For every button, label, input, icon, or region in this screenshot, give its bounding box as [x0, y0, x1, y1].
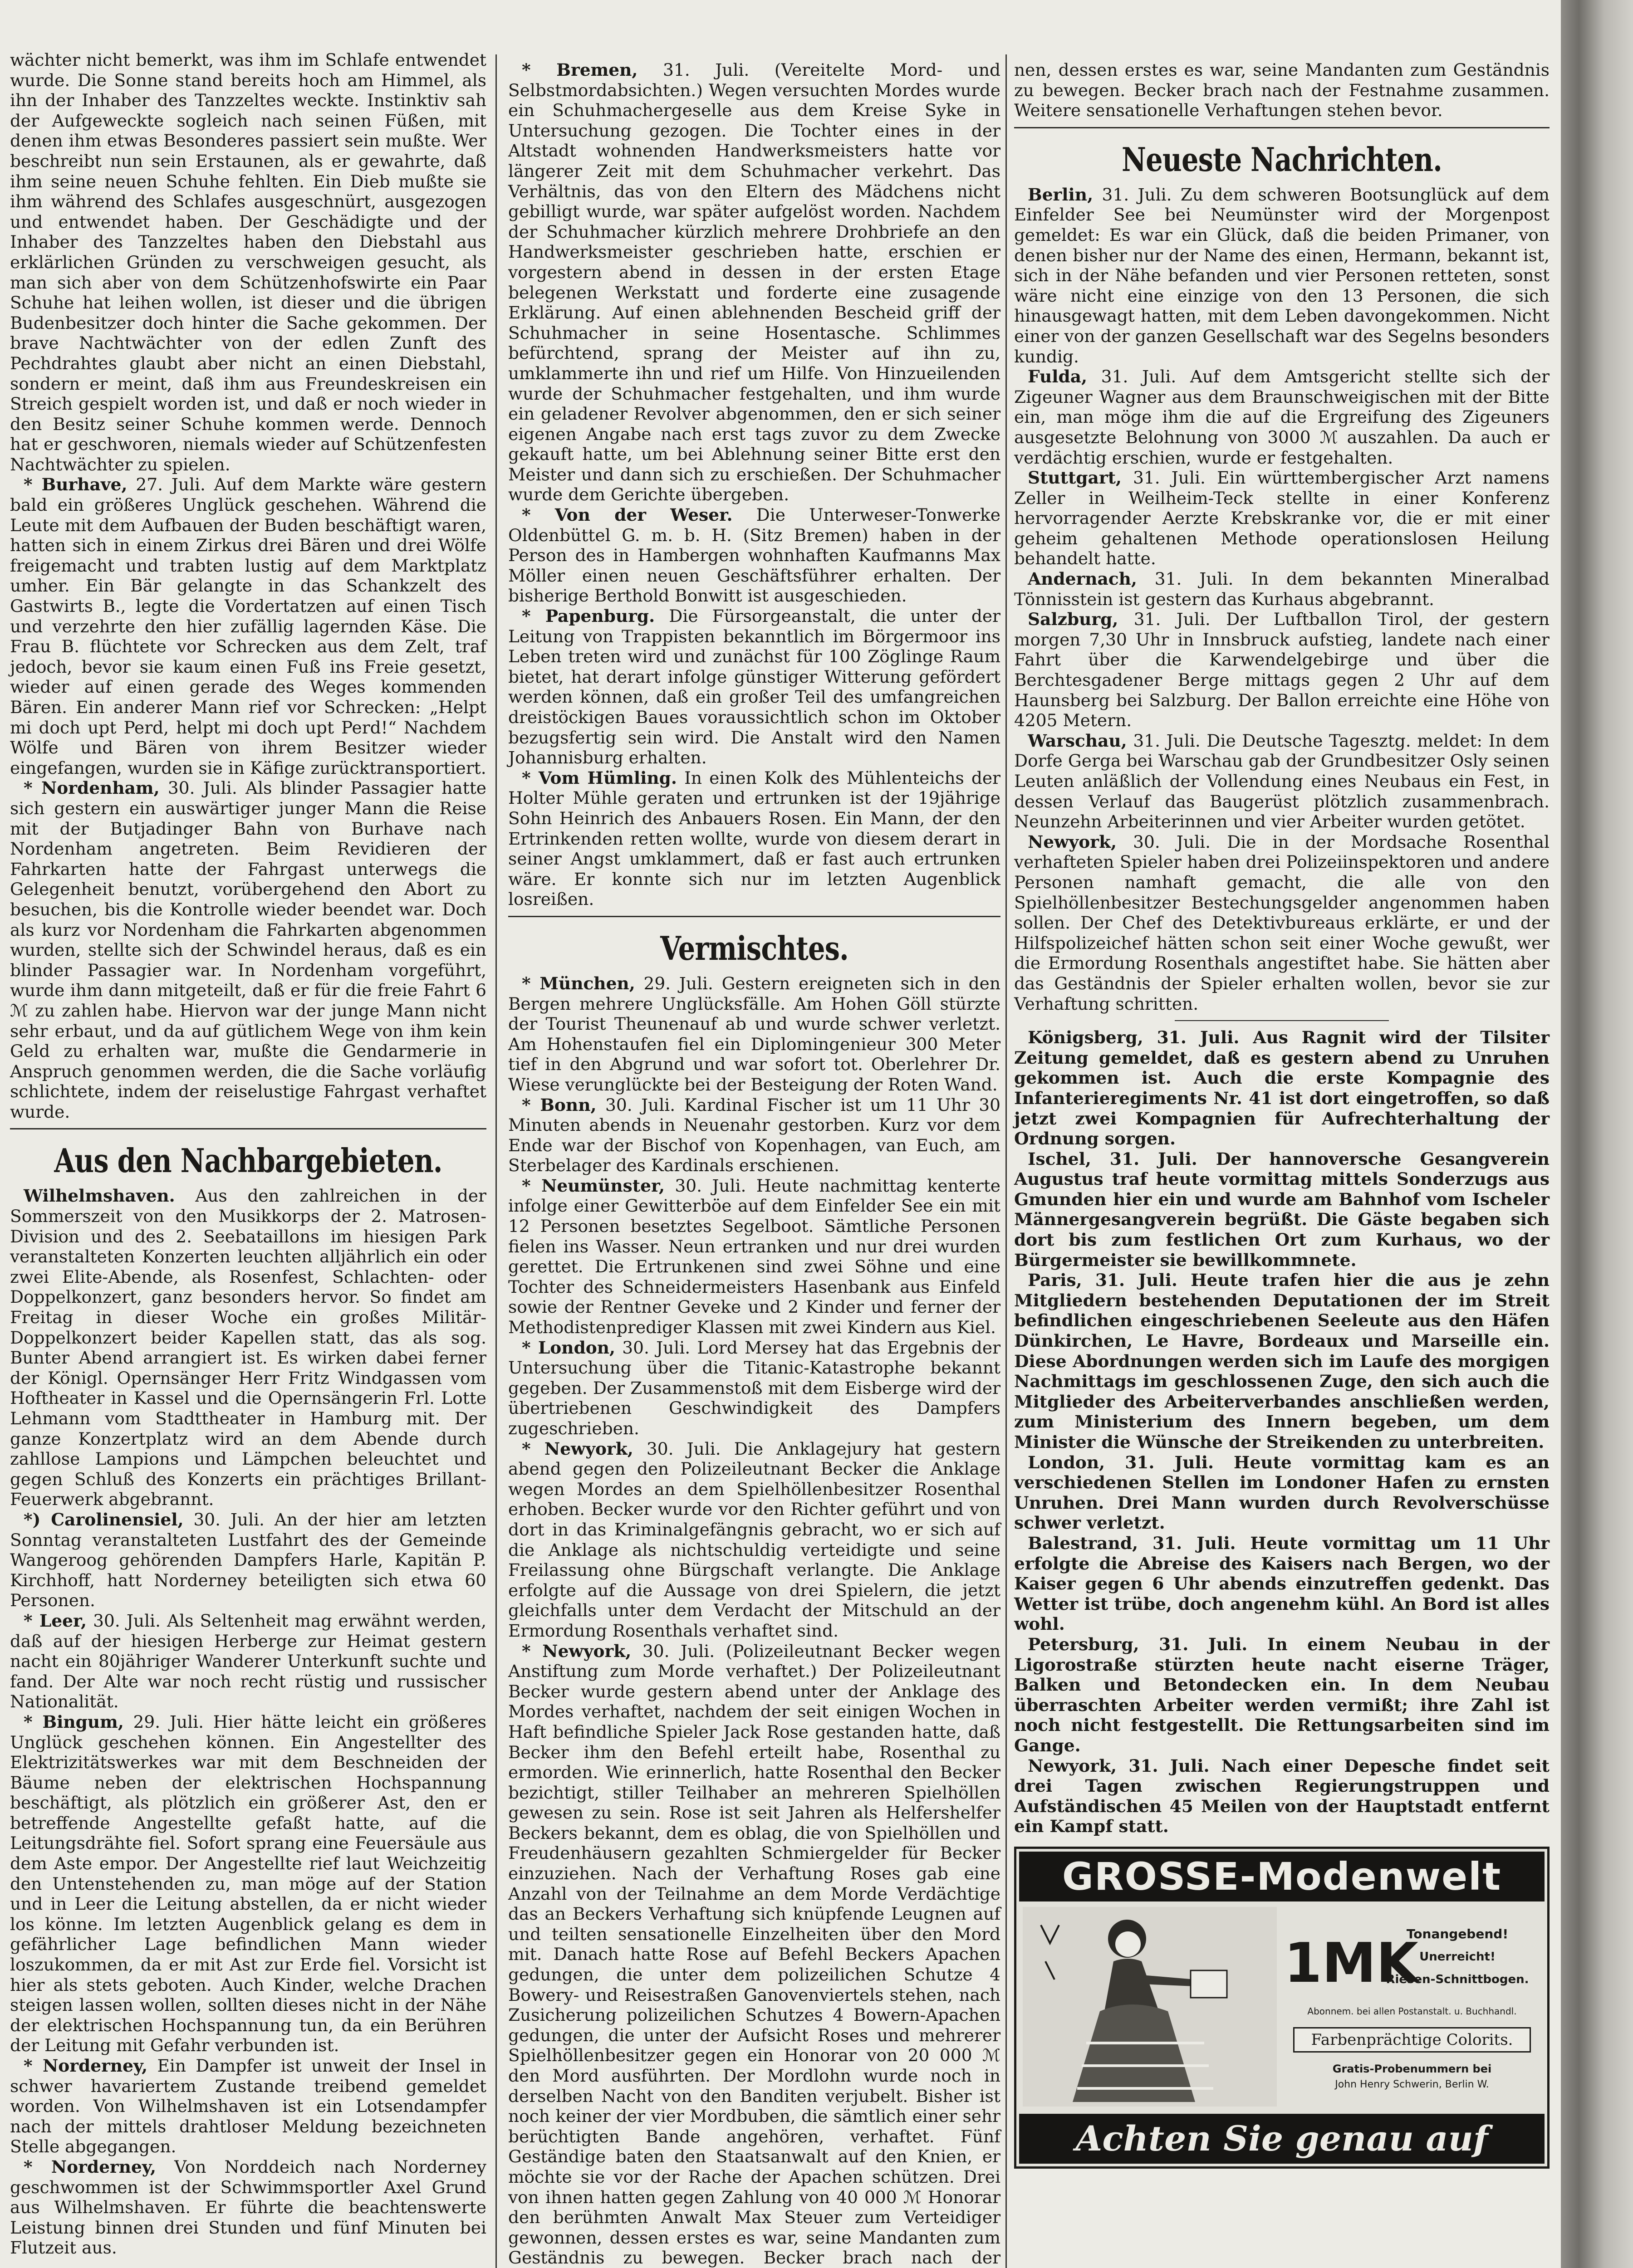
article-stuttgart	[1014, 468, 1550, 569]
dateline: * Leer,	[24, 1610, 87, 1631]
article-text: Die Unterweser-Tonwerke Oldenbüttel G. m. b. H. (Sitz Bremen) haben in der Person des in Hambergen wohnhaften Kaufmanns Max Möller einen neuen Geschäftsführer erhalten. Der bisherige Berthold Bonwitt ist ausgeschieden.	[508, 505, 1000, 606]
article-text: 30. Juli. An der hier am letzten Sonntag veranstalteten Lustfahrt des der Gemeinde Wangeroog gehörenden Dampfers Harle, Kapitän P. Kirchhoff, hatt Norderney beteiligten sich etwa 60 Personen.	[10, 1509, 487, 1611]
article-andernach	[1014, 569, 1550, 609]
column-rule-2	[1005, 54, 1007, 2268]
article-text: 30. Juli. (Polizeileutnant Becker wegen Anstiftung zum Morde verhaftet.) Der Polizeileutnant Becker wurde gestern abend unter der Anklage des Mordes verhaftet, nachdem der seit einigen Wochen in Haft befindliche Spieler Jack Rose gestanden hatte, daß Becker ihm den Befehl erteilt habe, Rosenthal zu ermorden. Wie erinnerlich, hatte Rosenthal den Becker bezichtigt, stiller Teilhaber an mehreren Spielhöllen gewesen zu sein. Rose ist seit Jahren als Helfershelfer Beckers bekannt, dem es oblag, die von Spielhöllen und Freudenhäusern gezahlten Schmiergelder für Becker einzuziehen. Nach der Verhaftung Roses gab eine Anzahl von der Teilnahme an dem Morde Verdächtige das an Beckers Verhaftung sich knüpfende Leugnen auf und teilten sensationelle Einzelheiten über den Mord mit. Danach hatte Rose auf Befehl Beckers Apachen gedungen, die unter dem polizeilichen Schutze 4 Bowery- und Reisestraßen Ganovenviertels stehen, nach Zusicherung polizeilichen Schutzes 4 Bowern-Apachen gedungen, die unter der Aufsicht Roses und mehrerer Spielhöllenbesitzer gegen ein Honorar von 20 000 ℳ den Mord ausführten. Der Mordlohn wurde noch in derselben Nacht von den Banditen verjubelt. Bisher ist noch keiner der vier Mordbuben, die sämtlich einer sehr berüchtigten Bande angehören, verhaftet. Fünf Geständige baten den Staatsanwalt auf den Knien, er möchte sie vor der Rache der Apachen schützen. Drei von ihnen hatten gegen Zahlung von 40 000 ℳ Honorar den berühmten Anwalt Max Steuer zum Verteidiger gewonnen, dessen erstes es war, seine Mandanten zum Geständnis zu bewegen. Becker brach nach der	[508, 1641, 1000, 2268]
article-papenburg	[508, 606, 1000, 768]
dateline: * Norderney,	[24, 2056, 148, 2076]
article-text: 31. Juli. Zu dem schweren Bootsunglück auf dem Einfelder See bei Neumünster wird der Morgenpost gemeldet: Es war ein Glück, daß die beiden Primaner, von denen bisher nur der Name des einen, Hermann, bekannt ist, sich in der Nähe befanden und vier Personen retteten, sonst wäre nicht eine einzige von den 13 Personen, die sich hinausgewagt hatten, mit dem Leben davongekommen. Nicht einer von der ganzen Gesellschaft war des Segelns besonders kundig.	[1014, 184, 1550, 367]
column-left	[10, 50, 486, 2268]
article-text: Von Norddeich nach Norderney geschwommen ist der Schwimmsportler Axel Grund aus Wilhelmshaven. Er führte die beachtenswerte Leistung binnen drei Stunden und fünf Minuten bei Flutzeit aus.	[10, 2156, 486, 2258]
article-text: 30. Juli. Als Seltenheit mag erwähnt werden, daß auf der hiesigen Herberge zur Heimat gestern nacht ein 80jähriger Wanderer Unterkunft suchte und fand. Der Alte war noch recht rüstig und russischer Nationalität.	[10, 1610, 486, 1712]
telegram-balestrand: Balestrand, 31. Juli. Heute vormittag um 11 Uhr erfolgte die Abreise des Kaisers nach Bergen, wo der Kaiser gegen 6 Uhr abends einzutreffen gedenkt. Das Wetter ist trübe, doch angenehm kühl. An Bord ist alles wohl.	[1014, 1533, 1550, 1634]
dateline: * Vom Hümling.	[522, 767, 677, 788]
dateline: Wilhelmshaven.	[24, 1186, 175, 1206]
dateline: * Newyork,	[522, 1641, 632, 1661]
dateline: Newyork,	[1028, 831, 1117, 852]
article-nordenham	[10, 778, 486, 1122]
column-right	[1014, 60, 1550, 2268]
telegram-ischel: Ischel, 31. Juli. Der hannoversche Gesangverein Augustus traf heute vormittag mittels Sonderzugs aus Gmunden hier ein und wurde am Bahnhof vom Ischeler Männergesangverein begrüßt. Die Gäste begaben sich dort bis zum festlichen Ort zum Kurhaus, wo der Bürgermeister sie bewillkommnete.	[1014, 1149, 1550, 1270]
dateline: *) Carolinensiel,	[24, 1509, 184, 1530]
article-warschau	[1014, 731, 1550, 832]
article-newyork	[1014, 832, 1550, 1014]
article-text: 31. Juli. (Vereitelte Mord- und Selbstmordabsichten.) Wegen versuchten Mordes wurde ein Schuhmachergeselle aus dem Kreise Syke in Untersuchung gezogen. Die Tochter eines in der Altstadt wohnenden Handwerksmeisters hatte vor längerer Zeit mit dem Schuhmacher verkehrt. Das Verhältnis, das von den Eltern des Mädchens nicht gebilligt wurde, war später aufgelöst worden. Nachdem der Schuhmacher kürzlich mehrere Drohbriefe an den Handwerksmeister geschrieben hatte, erschien er vorgestern abend in dessen in der ersten Etage belegenen Werkstatt und forderte eine zusagende Erklärung. Auf einen ablehnenden Bescheid griff der Schuhmacher in seine Hosentasche. Schlimmes befürchtend, sprang der Meister auf ihn zu, umklammerte ihn und rief um Hilfe. Von Hinzueilenden wurde der Schuhmacher festgehalten, und ihm wurde ein geladener Revolver abgenommen, den er sich seiner eigenen Angabe nach erst tags zuvor zu dem Zwecke gekauft hatte, um bei Ablehnung seiner Bitte erst den Meister und dann sich zu erschießen. Der Schuhmacher wurde dem Gerichte übergeben.	[508, 60, 1000, 505]
telegram-petersburg: Petersburg, 31. Juli. In einem Neubau in der Ligorostraße stürzten heute nacht eiserne Träger, Balken und Betondecken ein. In dem Neubau überraschten Arbeiter werden vermißt; ihre Zahl ist noch nicht festgestellt. Die Rettungsarbeiten sind im Gange.	[1014, 1634, 1550, 1755]
article-wilhelmshaven	[10, 1186, 486, 1510]
dateline: * Papenburg.	[522, 606, 655, 626]
article-text: 29. Juli. Hier hätte leicht ein größeres Unglück geschehen können. Ein Angestellter des Elektrizitätswerkes war mit dem Beschneiden der Bäume neben der elektrischen Hochspannung beschäftigt, als plötzlich ein größerer Ast, den er betreffende Angestellte gefaßt hatte, auf die Leitungsdrähte fiel. Sofort sprang eine Feuersäule aus dem Aste empor. Der Angestellte rief laut Weichzeitig den Untenstehenden zu, man möge auf der Station und in Leer die Leitung abstellen, da er nicht wieder los könne. Im letzten Augenblick gelang es dem in gefährlicher Lage befindlichen Mann wieder loszukommen, da er mit Ast zur Erde fiel. Vorsicht ist hier als stets geboten. Auch Kinder, welche Drachen steigen lassen wollen, sollten dieses nicht in der Nähe der elektrischen Hochspannung tun, da ein Berühren der Leitung mit Gefahr verbunden ist.	[10, 1711, 486, 2056]
article-bingum	[10, 1712, 486, 2056]
article-text: Die Fürsorgeanstalt, die unter der Leitung von Trappisten bekanntlich im Börgermoor ins Leben treten wird und zunächst für 100 Zöglinge Raum bietet, hat derart infolge günstiger Witterung gefördert werden können, daß ein großer Teil des umfangreichen dreistöckigen Baues voraussichtlich schon im Oktober bezugsfertig sein wird. Die Anstalt wird den Namen Johannisburg erhalten.	[508, 606, 1000, 768]
ad-price: 1MK	[1284, 1931, 1418, 1995]
article-neumuenster	[508, 1176, 1000, 1338]
article-carolinensiel	[10, 1510, 486, 1611]
ad-text-area	[1284, 1907, 1540, 2107]
section-title-vermischtes: Vermischtes.	[660, 929, 848, 968]
page-binding-shadow	[1561, 0, 1633, 2268]
section-divider	[1014, 127, 1550, 128]
article-text: 30. Juli. Die in der Mordsache Rosenthal verhafteten Spieler haben drei Polizeiinspektoren und andere Personen namhaft gemacht, die alle von den Spielhöllenbesitzer Bestechungsgelder angenommen haben sollen. Der Chef des Detektivbureaus erklärte, er und der Hilfspolizeichef hätten schon seit einer Woche gewußt, wer die Ermordung Rosenthals angestiftet habe. Sie hätten aber das Geständnis der Spieler erhalten wollen, bevor sie zur Verhaftung schritten.	[1014, 831, 1550, 1014]
dateline: * Nordenham,	[24, 778, 160, 798]
section-divider	[508, 916, 1000, 917]
dateline: Berlin,	[1028, 184, 1094, 205]
ad-colorits: Farbenprächtige Colorits.	[1293, 2027, 1531, 2053]
telegram-newyork: Newyork, 31. Juli. Nach einer Depesche findet seit drei Tagen zwischen Regierungstruppen und Aufständischen 45 Meilen von der Hauptstadt entfernt ein Kampf statt.	[1014, 1755, 1550, 1837]
article-norderney-2	[10, 2157, 486, 2258]
article-text: 30. Juli. Lord Mersey hat das Ergebnis der Untersuchung über die Titanic-Katastrophe bekannt gegeben. Der Zusammenstoß mit dem Eisberge wird der übertriebenen Geschwindigkeit des Dampfers zugeschrieben.	[508, 1337, 1000, 1438]
dateline: Stuttgart,	[1028, 468, 1122, 488]
article-text: 31. Juli. Ein württembergischer Arzt namens Zeller in Weilheim-Teck stellte in einer Konferenz hervorragender Aerzte Krebskranke vor, die er mit einer geheim gehaltenen Methode operationslosen Heilung behandelt hatte.	[1014, 468, 1550, 569]
section-divider	[10, 1128, 486, 1129]
ad-publisher: John Henry Schwerin, Berlin W.	[1335, 2078, 1489, 2090]
article-burhave	[10, 474, 486, 778]
ad-slogan-3: Riesen-Schnittbogen.	[1386, 1972, 1529, 1986]
article-huemling	[508, 768, 1000, 909]
article-text: In einen Kolk des Mühlenteichs der Holter Mühle geraten und ertrunken ist der 19jährige Sohn Heinrich des Anbauers Rosen. Ein Mann, der den Ertrinkenden retten wollte, wurde von diesem derart in seiner Angst umklammert, daß er fast auch ertrunken wäre. Er konnte sich nur im letzten Augenblick losreißen.	[508, 767, 1000, 909]
article-continuation: nen, dessen erstes es war, seine Mandanten zum Geständnis zu bewegen. Becker brach nach der Festnahme zusammen. Weitere sensationelle Verhaftungen stehen bevor.	[1014, 60, 1550, 121]
article-text: Aus den zahlreichen in der Sommerszeit von den Musikkorps der 2. Matrosen-Division und des 2. Seebataillons im hiesigen Park veranstalteten Konzerten leuchten alljährlich ein oder zwei Elite-Abende, als Rosenfest, Schlachten- oder Doppelkonzert, ganz besonders hervor. So findet am Freitag in dieser Woche ein großes Militär-Doppelkonzert beider Kapellen statt, das als sog. Bunter Abend arrangiert ist. Es wirken dabei ferner der Königl. Opernsänger Herr Fritz Windgassen vom Hoftheater in Kassel und die Opernsängerin Frl. Lotte Lehmann vom Stadttheater in Hamburg mit. Der ganze Konzertplatz wird an dem Abende durch zahllose Lampions und Lämpchen beleuchtet und gegen Schluß des Konzerts ein prächtiges Brillant-Feuerwerk abgebrannt.	[10, 1186, 486, 1510]
dateline: Salzburg,	[1028, 609, 1118, 630]
dateline: * Norderney,	[24, 2156, 157, 2177]
article-weser	[508, 505, 1000, 606]
telegram-block	[1014, 1027, 1550, 1837]
section-title-nachbargebiete: Aus den Nachbargebieten.	[54, 1141, 442, 1180]
telegram-divider	[1175, 1020, 1389, 1021]
article-continuation: wächter nicht bemerkt, was ihm im Schlafe entwendet wurde. Die Sonne stand bereits hoch am Himmel, als ihn der Inhaber des Tanzzeltes weckte. Instinktiv sah der Aufgeweckte sogleich nach seinen Füßen, mit denen ihm etwas Besonderes passiert sein mußte. Wer beschreibt nun sein Erstaunen, als er gewahrte, daß ihm seine neuen Schuhe fehlten. Ein Dieb mußte sie ihm während des Schlafes ausgeschnürt, ausgezogen und entwendet haben. Der Geschädigte und der Inhaber des Tanzzeltes haben den Diebstahl aus erklärlichen Gründen zu verschweigen gesucht, als man sich aber von dem Schützenhofswirte ein Paar Schuhe hat leihen wollen, ist dieser und die übrigen Budenbesitzer doch hinter die Sache gekommen. Der brave Nachtwächter von der edlen Zunft des Pechdrahtes glaubt aber nicht an einen Diebstahl, sondern er meint, daß ihm aus Freundeskreisen ein Streich gespielt worden ist, und daß er noch wieder in den Besitz seiner Schuhe kommen werde. Dennoch hat er geschworen, niemals wieder auf Schützenfesten Nachtwächter zu spielen.	[10, 50, 486, 474]
article-text: 31. Juli. Der Luftballon Tirol, der gestern morgen 7,30 Uhr in Innsbruck aufstieg, landete nach einer Fahrt über die Karwendelgebirge und über die Berchtesgadener Berge mittags gegen 2 Uhr auf dem Haunsberg bei Salzburg. Der Ballon erreichte eine Höhe von 4205 Metern.	[1014, 609, 1550, 731]
dateline: * London,	[522, 1337, 616, 1358]
ad-subscription-note: Abonnem. bei allen Postanstalt. u. Buchhandl.	[1307, 2005, 1517, 2017]
ad-footer-slogan: Achten Sie genau auf Titel.	[1019, 2114, 1545, 2164]
article-text: 31. Juli. Auf dem Amtsgericht stellte sich der Zigeuner Wagner aus dem Braunschweigischen mit der Bitte ein, man möge ihm die auf die Ergreifung des Zigeuners ausgesetzte Belohnung von 3000 ℳ auszahlen. Da auch er verdächtig erschien, wurde er festgehalten.	[1014, 367, 1550, 468]
article-muenchen	[508, 973, 1000, 1095]
ad-slogan-1: Tonangebend!	[1406, 1926, 1509, 1941]
article-text: 30. Juli. Kardinal Fischer ist um 11 Uhr 30 Minuten abends in Neuenahr gestorben. Kurz vor dem Ende war der Bischof von Kopenhagen, van Euch, am Sterbelager des Kardinals erschienen.	[508, 1095, 1000, 1176]
article-norderney-1	[10, 2056, 486, 2157]
ad-banner-title: GROSSE-Modenwelt	[1019, 1852, 1545, 1901]
article-bremen	[508, 60, 1000, 505]
dateline: * Bingum,	[24, 1711, 124, 1732]
dateline: * Bremen,	[522, 60, 638, 80]
dateline: * Burhave,	[24, 474, 128, 495]
advertisement-modenwelt	[1014, 1847, 1550, 2209]
dateline: * München,	[522, 973, 635, 993]
article-text: 30. Juli. Die Anklagejury hat gestern abend gegen den Polizeileutnant Becker die Anklage wegen Mordes an dem Spielhöllenbesitzer Rosenthal erhoben. Becker wurde vor den Richter geführt und von dort in das Kriminalgefängnis gebracht, wo er sich auf die Anklage als nichtschuldig verteidigte und seine Freilassung ohne Bürgschaft verlangte. Die Anklage erfolgte auf die Aussage von drei Spielern, die jetzt gleichfalls unter dem Verdacht der Mitschuld an der Ermordung Rosenthals verhaftet sind.	[508, 1438, 1000, 1641]
article-newyork-2	[508, 1641, 1000, 2268]
dateline: Fulda,	[1028, 367, 1088, 387]
article-text: 31. Juli. Die Deutsche Tagesztg. meldet: In dem Dorfe Gerga bei Warschau gab der Grundbesitzer Osly seinen Leuten anläßlich der Vollendung eines Neubaus ein Fest, in dessen Verlauf das Baugerüst plötzlich zusammenbrach. Neunzehn Arbeiterinnen und vier Arbeiter wurden getötet.	[1014, 730, 1550, 832]
telegram-london: London, 31. Juli. Heute vormittag kam es an verschiedenen Stellen im Londoner Hafen zu ernsten Unruhen. Drei Mann wurden durch Revolverschüsse schwer verletzt.	[1014, 1452, 1550, 1533]
article-text: 27. Juli. Auf dem Markte wäre gestern bald ein größeres Unglück geschehen. Während die Leute mit dem Aufbauen der Buden beschäftigt waren, hatten sich in einem Zirkus drei Bären und drei Wölfe freigemacht und trabten lustig auf dem Marktplatz umher. Ein Bär gelangte in das Schankzelt des Gastwirts B., legte die Vordertatzen auf einen Tisch und verzehrte den hier zufällig lagernden Käse. Die Frau B. flüchtete vor Schrecken aus dem Zelt, traf jedoch, bevor sie kaum einen Fuß ins Freie gesetzt, wieder auf einen gerade des Weges kommenden Bären. Ein anderer Mann rief vor Schrecken: „Helpt mi doch upt Perd, helpt mi doch upt Perd!“ Nachdem Wölfe und Bären von ihrem Besitzer wieder eingefangen, wurden sie in Käfige zurücktransportiert.	[10, 474, 486, 778]
article-bonn	[508, 1095, 1000, 1176]
article-text: 31. Juli. In dem bekannten Mineralbad Tönnisstein ist gestern das Kurhaus abgebrannt.	[1014, 569, 1550, 609]
column-rule-1	[495, 54, 497, 2268]
dateline: Andernach,	[1028, 569, 1137, 589]
dateline: * Newyork,	[522, 1438, 633, 1459]
article-london	[508, 1338, 1000, 1439]
dateline: * Bonn,	[522, 1095, 597, 1115]
dateline: Warschau,	[1028, 730, 1127, 751]
section-title-neueste-nachrichten: Neueste Nachrichten.	[1121, 140, 1442, 179]
article-text: 30. Juli. Heute nachmittag kenterte infolge einer Gewitterböe auf dem Einfelder See ein mit 12 Personen besetztes Segelboot. Sämtliche Personen fielen ins Wasser. Neun ertranken und nur drei wurden gerettet. Die Ertrunkenen sind zwei Söhne und eine Tochter des Schneidermeisters Hasenbank aus Einfeld sowie der Rentner Geveke und 2 Kinder und ferner der Methodistenprediger Klassen mit zwei Kindern aus Kiel.	[508, 1175, 1000, 1338]
article-text: 29. Juli. Gestern ereigneten sich in den Bergen mehrere Unglücksfälle. Am Hohen Göll stürzte der Tourist Theunenauf ab und wurde schwer verletzt. Am Hohenstaufen fiel ein Diplomingenieur 300 Meter tief in den Abgrund und war sofort tot. Oberlehrer Dr. Wiese verunglückte bei der Besteigung der Roten Wand.	[508, 973, 1001, 1095]
ad-gratis: Gratis-Probenummern bei	[1332, 2062, 1492, 2075]
article-leer	[10, 1611, 486, 1712]
dateline: * Von der Weser.	[522, 505, 733, 525]
telegram-koenigsberg: Königsberg, 31. Juli. Aus Ragnit wird der Tilsiter Zeitung gemeldet, daß es gestern abend zu Unruhen gekommen ist. Auch die erste Kompagnie des Infanterieregiments Nr. 41 ist dort eingetroffen, so daß jetzt zwei Kompagnien für Aufrechterhaltung der Ordnung sorgen.	[1014, 1027, 1550, 1149]
column-middle	[508, 60, 1000, 2268]
article-text: 30. Juli. Als blinder Passagier hatte sich gestern ein auswärtiger junger Mann die Reise mit der Butjadinger Bahn von Burhave nach Nordenham angetreten. Beim Revidieren der Fahrkarten hatte der Fahrgast unterwegs die Gelegenheit benutzt, vorübergehend den Abort zu besuchen, bis die Kontrolle wieder beendet war. Doch als kurz vor Nordenham die Fahrkarten abgenommen wurden, stellte sich der Schwindel heraus, daß es ein blinder Passagier war. In Nordenham vorgeführt, wurde ihm dann mitgeteilt, daß er für die freie Fahrt 6 ℳ zu zahlen habe. Hiervon war der junge Mann nicht sehr erbaut, und da auf gütlichem Wege von ihm kein Geld zu erhalten war, mußte die Gendarmerie in Anspruch genommen werden, die die Sache vorläufig schlichtete, indem der reiselustige Fahrgast verhaftet wurde.	[10, 778, 486, 1122]
article-salzburg	[1014, 609, 1550, 731]
dateline: * Neumünster,	[522, 1175, 665, 1196]
ad-illustration-woman-icon	[1023, 1907, 1277, 2107]
article-berlin	[1014, 185, 1550, 367]
telegram-paris: Paris, 31. Juli. Heute trafen hier die aus je zehn Mitgliedern bestehenden Deputationen der im Streit befindlichen eingeschriebenen Seeleute aus den Häfen Dünkirchen, Le Havre, Bordeaux und Marseille ein. Diese Abordnungen werden sich im Laufe des morgigen Nachmittags im geschlossenen Zuge, den sich auch die Mitglieder des Arbeiterverbandes anschließen werden, zum Ministerium des Innern begeben, um dem Minister die Wünsche der Streikenden zu unterbreiten.	[1014, 1270, 1550, 1452]
article-newyork-1	[508, 1439, 1000, 1641]
ad-slogan-2: Unerreicht!	[1419, 1950, 1496, 1964]
article-text: Ein Dampfer ist unweit der Insel in schwer havariertem Zustande treibend gemeldet worden. Von Wilhelmshaven ist ein Lotsendampfer nach der mittels drahtloser Meldung bezeichneten Stelle abgegangen.	[10, 2056, 486, 2157]
article-fulda	[1014, 367, 1550, 468]
